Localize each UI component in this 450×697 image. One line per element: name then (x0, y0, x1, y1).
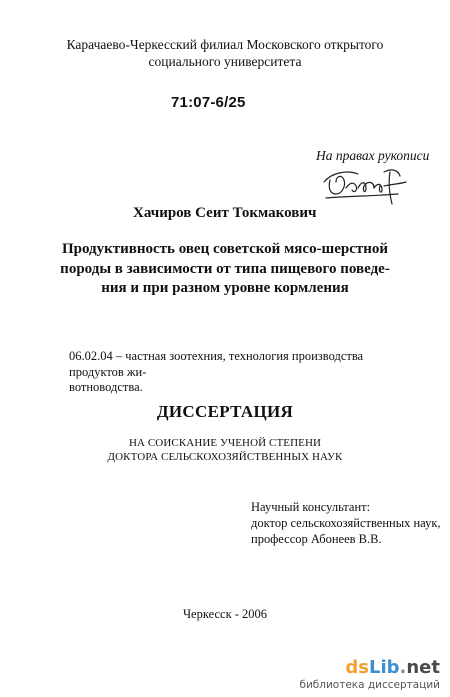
place-and-year: Черкесск - 2006 (182, 607, 268, 621)
institution-name (0, 36, 450, 70)
handwritten-signature (318, 160, 410, 210)
watermark-net: net (406, 657, 440, 678)
title-line-1: Продуктивность овец советской мясо-шерстной (61, 241, 389, 257)
dslib-watermark[interactable] (299, 658, 440, 691)
institution-line-2: социального университета (148, 54, 302, 69)
watermark-logo (299, 658, 440, 678)
degree-sought (0, 437, 450, 464)
title-line-3: ния и при разном уровне кормления (101, 280, 349, 296)
specialty-line-1: 06.02.04 – частная зоотехния, технология производства продуктов жи- (69, 349, 364, 379)
watermark-ds: ds (345, 657, 369, 678)
advisor-degree: доктор сельскохозяйственных наук, (251, 516, 441, 530)
degree-line-1: НА СОИСКАНИЕ УЧЕНОЙ СТЕПЕНИ (128, 437, 322, 449)
document-type: ДИССЕРТАЦИЯ (156, 402, 294, 421)
watermark-lib: Lib (368, 657, 400, 678)
specialty-line-2: вотноводства. (69, 380, 143, 394)
author-name: Хачиров Сеит Токмакович (133, 205, 317, 221)
rights-note: На правах рукописи (316, 148, 430, 163)
scientific-advisor (251, 499, 441, 547)
degree-line-2: ДОКТОРА СЕЛЬСКОХОЗЯЙСТВЕННЫХ НАУК (107, 450, 343, 463)
specialty-code (69, 349, 384, 396)
title-line-2: породы в зависимости от типа пищевого поведе- (60, 260, 390, 277)
institution-line-1: Карачаево-Черкесский филиал Московского открытого (66, 37, 384, 52)
registration-code: 71:07-6/25 (171, 94, 246, 111)
advisor-label: Научный консультант: (251, 500, 371, 514)
watermark-subtitle: библиотека диссертаций (299, 679, 440, 691)
dissertation-title (60, 240, 390, 299)
advisor-name: профессор Абонеев В.В. (251, 532, 382, 546)
watermark-dot: . (399, 657, 407, 678)
